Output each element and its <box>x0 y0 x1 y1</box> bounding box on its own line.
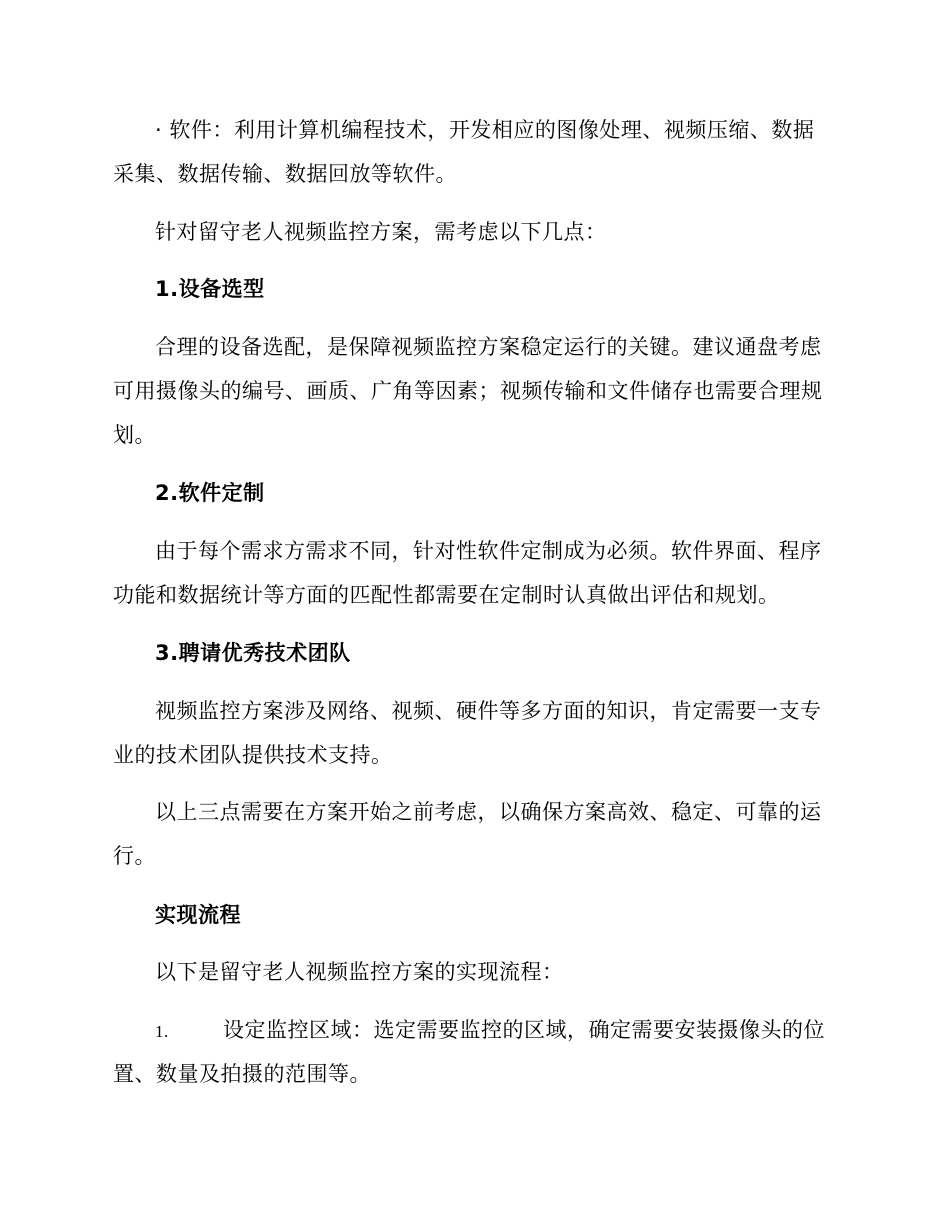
flow-step-1-line-2: 置、数量及拍摄的范围等。 <box>113 1062 371 1086</box>
section-1-line-1: 合理的设备选配，是保障视频监控方案稳定运行的关键。建议通盘考虑 <box>155 335 822 359</box>
section-3-line-2: 业的技术团队提供技术支持。 <box>113 743 393 767</box>
software-item-paragraph <box>113 108 837 196</box>
summary-line-2: 行。 <box>113 844 156 868</box>
intro-considerations-paragraph <box>113 210 837 254</box>
section-3-paragraph <box>113 689 837 777</box>
section-2-heading <box>113 471 837 515</box>
section-3-line-1: 视频监控方案涉及网络、视频、硬件等多方面的知识，肯定需要一支专 <box>155 699 822 723</box>
section-1-paragraph <box>113 325 837 457</box>
flow-step-1-line-1 <box>113 1008 837 1052</box>
section-1-heading <box>113 267 837 311</box>
flow-step-1 <box>113 1008 837 1096</box>
flow-intro-text: 以下是留守老人视频监控方案的实现流程： <box>155 960 564 984</box>
section-2-paragraph <box>113 529 837 617</box>
summary-paragraph <box>113 790 837 878</box>
section-1-heading-text: 1.设备选型 <box>155 277 265 301</box>
software-item-line-1: · 软件：利用计算机编程技术，开发相应的图像处理、视频压缩、数据 <box>155 118 815 142</box>
flow-step-1-number: 1. <box>155 1022 169 1041</box>
section-1-line-2: 可用摄像头的编号、画质、广角等因素；视频传输和文件储存也需要合理规 <box>113 379 823 403</box>
section-2-line-2: 功能和数据统计等方面的匹配性都需要在定制时认真做出评估和规划。 <box>113 583 780 607</box>
section-3-heading <box>113 631 837 675</box>
section-2-line-1: 由于每个需求方需求不同，针对性软件定制成为必须。软件界面、程序 <box>155 539 822 563</box>
section-3-heading-text: 3.聘请优秀技术团队 <box>155 641 351 665</box>
intro-considerations-text: 针对留守老人视频监控方案，需考虑以下几点： <box>155 220 607 244</box>
flow-heading <box>113 893 837 937</box>
section-1-line-3: 划。 <box>113 423 156 447</box>
summary-line-1: 以上三点需要在方案开始之前考虑，以确保方案高效、稳定、可靠的运 <box>155 800 822 824</box>
flow-step-1-text: 设定监控区域：选定需要监控的区域，确定需要安装摄像头的位 <box>223 1018 825 1042</box>
flow-heading-text: 实现流程 <box>155 903 241 927</box>
section-2-heading-text: 2.软件定制 <box>155 481 265 505</box>
flow-intro-paragraph <box>113 950 837 994</box>
software-item-line-2: 采集、数据传输、数据回放等软件。 <box>113 162 457 186</box>
